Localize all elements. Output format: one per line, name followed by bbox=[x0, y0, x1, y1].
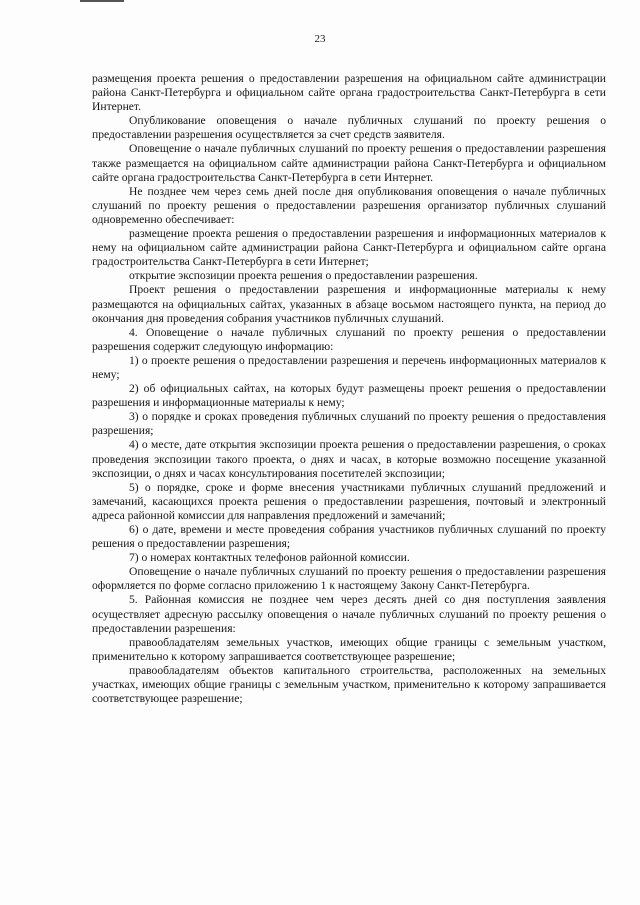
paragraph: размещение проекта решения о предоставлении разрешения и информационных материалов к нему на официальном сайте администрации района Санкт-Петербурга и официальном сайте органа градостроительства Санкт-Петербурга в сети Интернет; bbox=[92, 227, 606, 269]
paragraph: Оповещение о начале публичных слушаний по проекту решения о предоставлении разрешения также размещается на официальном сайте администрации района Санкт-Петербурга и официальном сайте органа градостроительства Санкт-Петербурга в сети Интернет. bbox=[92, 142, 606, 184]
paragraph: 6) о дате, времени и месте проведения собрания участников публичных слушаний по проекту решения о предоставлении разрешения; bbox=[92, 523, 606, 551]
paragraph: 4) о месте, дате открытия экспозиции проекта решения о предоставлении разрешения, о сроках проведения экспозиции такого проекта, о днях и часах, в которые возможно посещение указанной экспозиции, о днях и часах консультирования посетителей экспозиции; bbox=[92, 438, 606, 480]
paragraph: открытие экспозиции проекта решения о предоставлении разрешения. bbox=[129, 269, 478, 283]
page-number: 23 bbox=[314, 33, 326, 45]
paragraph: размещения проекта решения о предоставлении разрешения на официальном сайте администрации района Санкт-Петербурга и официальном сайте органа градостроительства Санкт-Петербурга в сети Интернет. bbox=[92, 72, 606, 114]
paragraph: 5. Районная комиссия не позднее чем через десять дней со дня поступления заявления осуществляет адресную рассылку оповещения о начале публичных слушаний по проекту решения о предоставлении разрешения: bbox=[92, 593, 606, 635]
paragraph: Проект решения о предоставлении разрешения и информационные материалы к нему размещаются на официальных сайтах, указанных в абзаце восьмом настоящего пункта, на период до окончания дня проведения собрания участников публичных слушаний. bbox=[92, 283, 606, 325]
scan-corner-mark bbox=[80, 0, 124, 2]
paragraph: правообладателям земельных участков, имеющих общие границы с земельным участком, применительно к которому запрашивается соответствующее разрешение; bbox=[92, 635, 606, 663]
paragraph: 4. Оповещение о начале публичных слушаний по проекту решения о предоставлении разрешения содержит следующую информацию: bbox=[92, 325, 606, 353]
paragraph: 3) о порядке и сроках проведения публичных слушаний по проекту решения о предоставления разрешения; bbox=[92, 410, 606, 438]
paragraph: Не позднее чем через семь дней после дня опубликования оповещения о начале публичных слушаний по проекту решения о предоставлении разрешения организатор публичных слушаний одновременно обеспечивает: bbox=[92, 184, 606, 226]
paragraph: 5) о порядке, сроке и форме внесения участниками публичных слушаний предложений и замечаний, касающихся проекта решения о предоставлении разрешения, почтовый и электронный адреса районной комиссии для направления предложений и замечаний; bbox=[92, 480, 606, 522]
paragraph: Опубликование оповещения о начале публичных слушаний по проекту решения о предоставлении разрешения осуществляется за счет средств заявителя. bbox=[92, 114, 606, 142]
paragraph: 1) о проекте решения о предоставлении разрешения и перечень информационных материалов к нему; bbox=[92, 353, 606, 381]
paragraph: 2) об официальных сайтах, на которых будут размещены проект решения о предоставлении разрешения и информационные материалы к нему; bbox=[92, 382, 606, 410]
paragraph: Оповещение о начале публичных слушаний по проекту решения о предоставлении разрешения оформляется по форме согласно приложению 1 к настоящему Закону Санкт-Петербурга. bbox=[92, 565, 606, 593]
paragraph: правообладателям объектов капитального строительства, расположенных на земельных участках, имеющих общие границы с земельным участком, применительно к которому запрашивается соответствующее разрешение; bbox=[92, 663, 606, 706]
document-body bbox=[92, 72, 606, 706]
paragraph: 7) о номерах контактных телефонов районной комиссии. bbox=[129, 551, 410, 565]
